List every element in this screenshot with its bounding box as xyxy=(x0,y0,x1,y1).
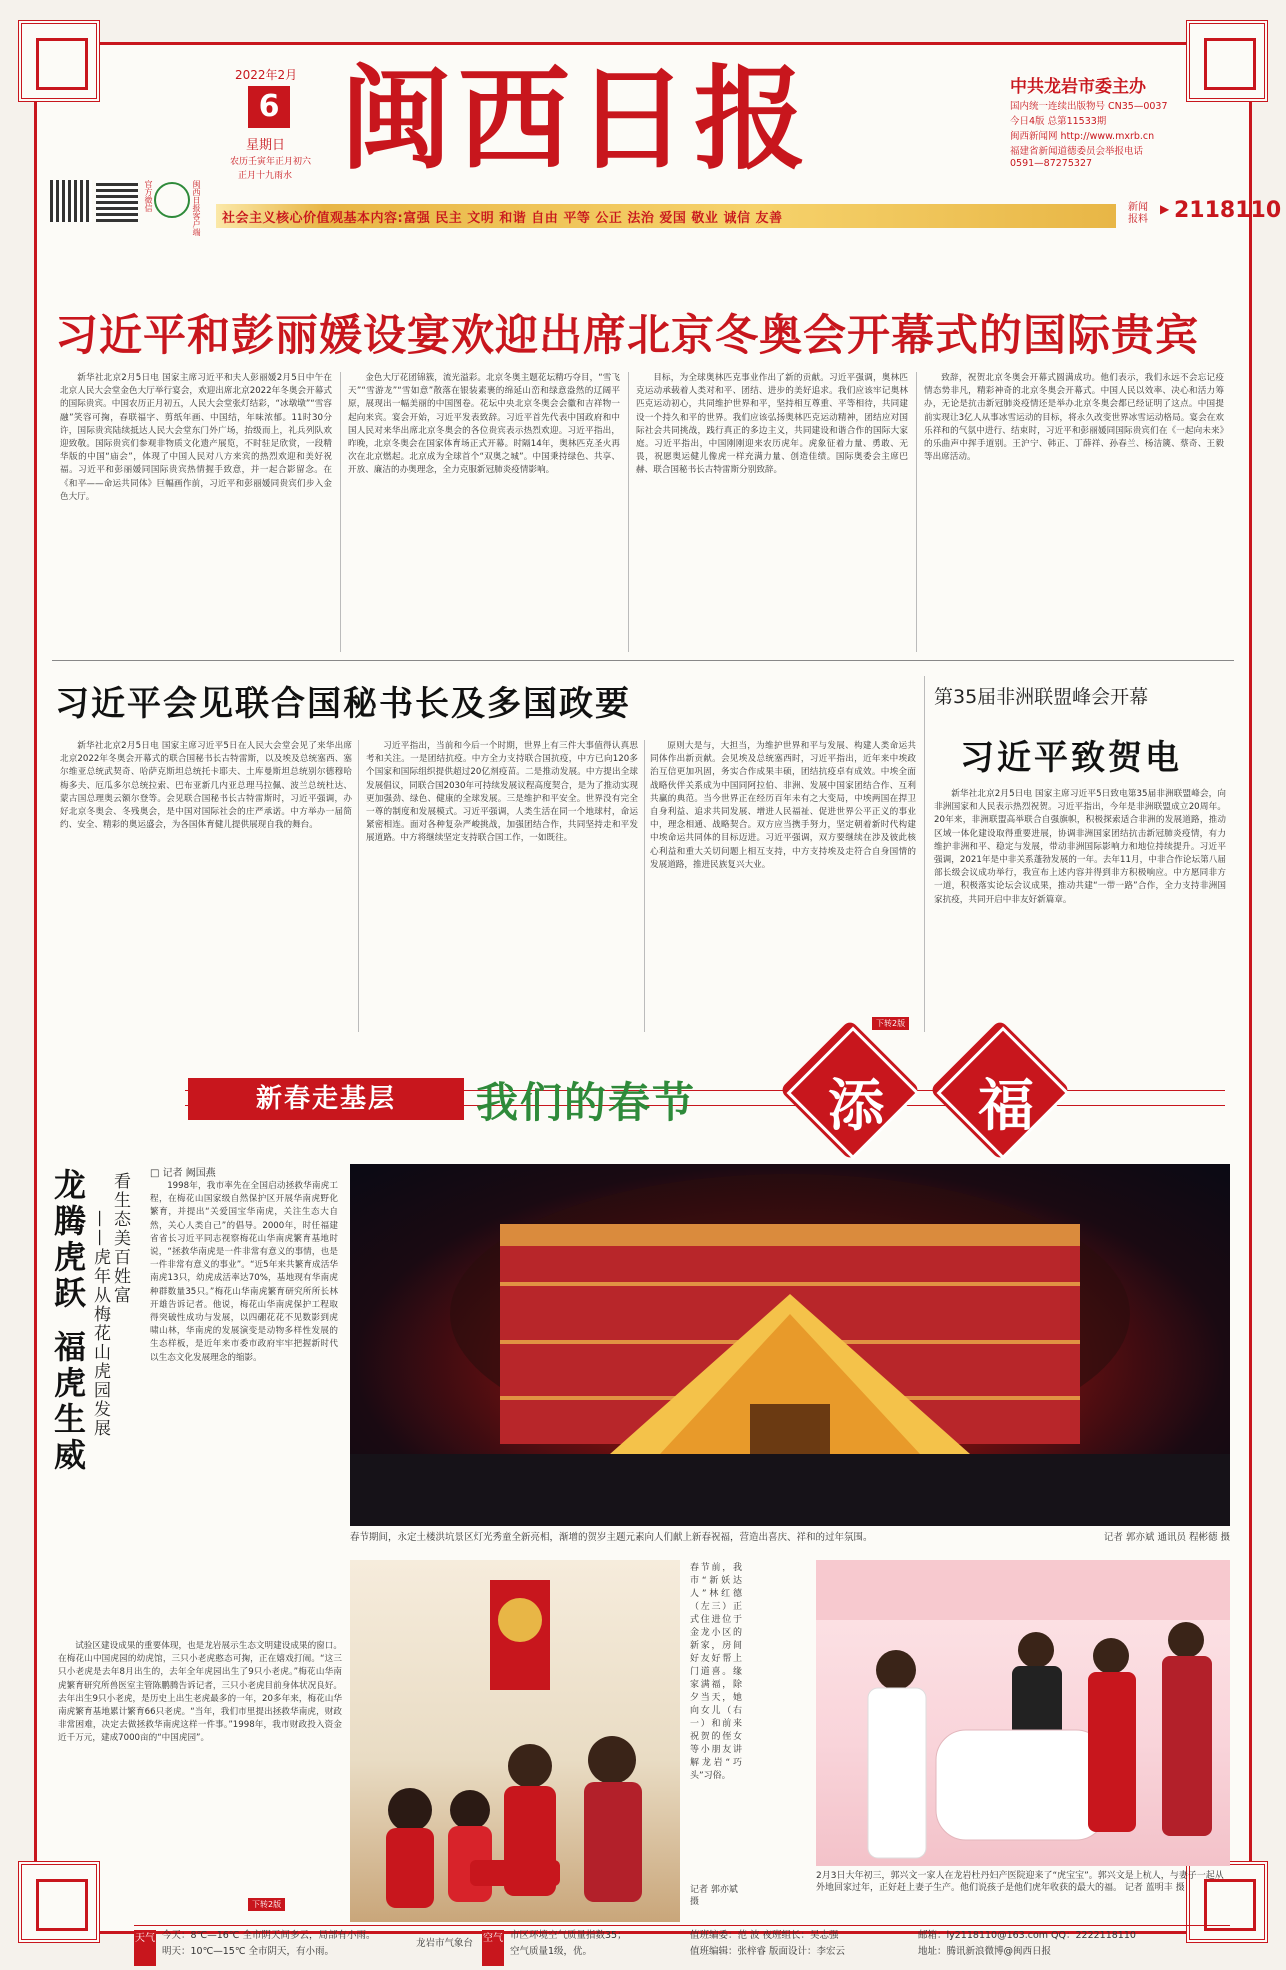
core-values-text: 社会主义核心价值观基本内容:富强 民主 文明 和谐 自由 平等 公正 法治 爱国 敬业 诚信 友善 xyxy=(222,211,783,226)
family-new-home-photo[interactable] xyxy=(350,1560,680,1922)
cn-number: 国内统一连续出版物号 CN35—0037 xyxy=(1010,101,1168,112)
tulou-light-show-photo[interactable] xyxy=(350,1164,1230,1526)
app-logo-icon xyxy=(154,182,190,218)
qr-code-app[interactable] xyxy=(96,180,138,222)
air-tag: 空气 xyxy=(482,1930,504,1966)
hotline-label: 新闻报料 xyxy=(1128,202,1148,225)
fu-char-1: 添 xyxy=(828,1074,884,1139)
feature-body-bottom: 试验区建设成果的重要体现，也是龙岩展示生态文明建设成果的窗口。在梅花山中国虎园的幼虎馆，三只小老虎憨态可掬，正在嬉戏打闹。“这三只小老虎是去年8月出生的，去年全年虎园出生了9只小老虎。”梅花山华南虎繁育研究所兽医室主管陈鹏腾告诉记者，三只小老虎目前身体状况良好。去年出生9只小老虎，是历史上出生老虎最多的一年，20多年来，梅花山华南虎繁育基地累计繁育66只老虎。“当年，我们市里提出拯救华南虎，财政非常困难，决定去做拯救华南虎这样一件事。”1998年，我市财政投入资金近千万元，建成7000亩的“中国虎园”。 xyxy=(58,1641,342,1744)
air-index: 市区环境空气质量指数35； xyxy=(510,1930,627,1941)
photo-caption-right: 2月3日大年初三，郭兴文一家人在龙岩杜丹妇产医院迎来了“虎宝宝”。郭兴文是上杭人，与妻子一起从外地回家过年，正好赶上妻子生产。他们说孩子是他们虎年收获的最大的福。 记者 蓝明丰 摄 xyxy=(816,1871,1224,1893)
column-rule xyxy=(358,740,359,1032)
hospital-illustration xyxy=(816,1560,1230,1866)
lead-col-3: 目标，为全球奥林匹克事业作出了新的贡献。习近平强调，奥林匹克运动承载着人类对和平、团结、进步的美好追求。我们应该牢记奥林匹克运动初心，共同维护世界和平，坚持相互尊重、平等相待，共同建设一个持久和平的世界。我们应该弘扬奥林匹克运动精神，团结应对国际社会共同挑战，践行真正的多边主义，共同建设和谐合作的国际大家庭。习近平指出，中国刚刚迎来农历虎年。虎象征着力量、勇敢、无畏，祝愿奥运健儿像虎一样充满力量、创造佳绩。国际奥委会主席巴赫、联合国秘书长古特雷斯分别致辞。 xyxy=(636,373,908,476)
weather-source: 龙岩市气象台 xyxy=(416,1938,474,1949)
core-values-bar xyxy=(216,204,1116,228)
sponsor: 中共龙岩市委主办 xyxy=(1010,77,1146,97)
lunar-date: 农历壬寅年正月初六 xyxy=(230,157,312,167)
weekday: 星期日 xyxy=(246,138,286,153)
issue-day: 6 xyxy=(248,86,290,128)
tulou-illustration xyxy=(350,1164,1230,1526)
jump-badge[interactable]: 下转2版 xyxy=(248,1898,285,1911)
second-col-1: 新华社北京2月5日电 国家主席习近平5日在人民大会堂会见了来华出席北京2022年冬奥会开幕式的联合国秘书长古特雷斯，以及埃及总统塞西、塞尔维亚总统武契奇、哈萨克斯坦总统托卡耶夫、土库曼斯坦总统别尔德穆哈梅多夫、厄瓜多尔总统拉索、巴布亚新几内亚总理马拉佩、波兰总统杜达、蒙古国总理奥云额尔登等。会见联合国秘书长古特雷斯时，习近平强调，办好北京冬奥会、冬残奥会，是中国对国际社会的庄严承诺。中方举办一届简约、安全、精彩的奥运盛会，为各国体育健儿提供展现自我的舞台。 xyxy=(60,741,352,831)
photo-caption-mid: 春节前，我市“新妖达人”林红德（左三）正式住进位于金龙小区的新家，房间好友好帮上门道喜。缘家满福，除夕当天，她向女儿（右一）和前来祝贺的侄女等小朋友讲解龙岩“巧头”习俗。 xyxy=(690,1563,742,1781)
fu-char-2: 福 xyxy=(978,1074,1034,1139)
family-illustration xyxy=(350,1560,680,1922)
banner-title: 我们的春节 xyxy=(476,1078,697,1127)
newspaper-title: 闽西日报 xyxy=(340,54,812,185)
lead-col-1: 新华社北京2月5日电 国家主席习近平和夫人彭丽媛2月5日中午在北京人民大会堂金色大厅举行宴会，欢迎出席北京2022年冬奥会开幕式的国际贵宾。中国农历正月初五，人民大会堂张灯结彩，“冰墩墩”“雪容融”笑容可掬，春联福字、剪纸年画、中国结，年味浓郁。11时30分许，国际贵宾陆续抵达人民大会堂东门外广场，抬级而上，礼兵列队欢迎致敬。国际贵宾们参观非物质文化遗产展览，不时驻足欣赏，一段精华版的中国“庙会”，体现了中国人民对八方来宾的热烈欢迎和美好祝福。习近平和彭丽媛同国际贵宾热情握手致意，并一起合影留念。在《和平——命运共同体》巨幅画作前，习近平和彭丽媛同贵宾们步入金色大厅。 xyxy=(60,373,332,502)
qr-label-app: 闽西日报客户端 xyxy=(192,180,201,236)
qr-label-wechat: 官方微信 xyxy=(144,180,153,212)
solar-term: 正月十九雨水 xyxy=(238,171,293,181)
lead-headline: 习近平和彭丽媛设宴欢迎出席北京冬奥会开幕式的国际贵宾 xyxy=(55,311,1199,361)
weather-tag: 天气 xyxy=(134,1930,156,1966)
jump-badge[interactable]: 下转2版 xyxy=(872,1017,909,1030)
lead-col-2: 金色大厅花团锦簇，流光溢彩。北京冬奥主题花坛精巧夺目，“雪飞天”“雪游龙”“雪如意”散落在银装素裹的绵延山峦和绿意盎然的辽阔平原，展现出一幅美丽的中国图卷。花坛中央北京冬奥会会徽和吉祥物一起向来宾。宴会开始，习近平发表致辞。习近平首先代表中国政府和中国人民对来华出席北京冬奥会的各位贵宾表示热烈欢迎。习近平指出，昨晚，北京冬奥会在国家体育场正式开幕。时隔14年，奥林匹克圣火再次在北京燃起。北京成为全球首个“双奥之城”。中国秉持绿色、共享、开放、廉洁的办奥理念，全力克服新冠肺炎疫情影响。 xyxy=(348,373,620,476)
qr-code-wechat[interactable] xyxy=(50,180,92,222)
lead-col-4: 致辞，祝贺北京冬奥会开幕式圆满成功。他们表示，我们永远不会忘记疫情态势非凡，精彩神奇的北京冬奥会开幕式。中国人民以效率、决心和活力筹办，无论是抗击新冠肺炎疫情还是举办北京冬奥会都已经证明了这点。中国提前实现让3亿人从事冰雪运动的目标，将永久改变世界冰雪运动格局。宴会在欢乐祥和的气氛中进行、结束时，习近平和彭丽媛同国际贵宾们在《一起向未来》的乐曲声中挥手道别。王沪宁、韩正、丁薛祥、孙春兰、杨洁篪、蔡奇、王毅等出席活动。 xyxy=(924,373,1224,463)
feature-vtitle-1: 龙腾虎跃 xyxy=(49,1168,87,1312)
news-hotline: 2118110 xyxy=(1174,198,1282,223)
ethics-hotline-label: 福建省新闻道德委员会举报电话 xyxy=(1010,146,1144,157)
weather-tomorrow: 明天：10℃—15℃ 全市阴天，有小雨。 xyxy=(162,1946,335,1957)
contact-social: 地址：腾讯新浪微博@闽西日报 xyxy=(918,1946,1052,1957)
issue-date: 2022年2月 xyxy=(235,68,298,82)
side-body: 新华社北京2月5日电 国家主席习近平5日致电第35届非洲联盟峰会，向非洲国家和人民表示热烈祝贺。习近平指出，今年是非洲联盟成立20周年。20年来，非洲联盟高举联合自强旗帜，积极探索适合非洲的发展道路，推动区域一体化建设取得重要进展，协调非洲国家团结抗击新冠肺炎疫情，有力维护非洲和平、稳定与发展，带动非洲国际影响力和地位持续提升。习近平强调，2021年是中非关系蓬勃发展的一年。去年11月，中非合作论坛第八届部长级会议成功举行，我宣布上述内容并得到非方积极响应。中方愿同非方一道，积极落实论坛会议成果，推动共建“一带一路”合作，全力支持非洲国家抗疫，共同开启中非友好新篇章。 xyxy=(934,789,1226,905)
photo-caption-main: 春节期间，永定土楼洪坑景区灯光秀童全新亮相，渐增的贺岁主题元素向人们献上新春祝福，营造出喜庆、祥和的过年氛围。 xyxy=(350,1532,873,1543)
column-rule xyxy=(340,372,341,652)
masthead xyxy=(50,54,1282,308)
feature-body-top: 1998年，我市率先在全国启动拯救华南虎工程，在梅花山国家级自然保护区开展华南虎野化繁育，并提出“关爱国宝华南虎，关注生态大自然，关心人类自己”的倡导。2000年，时任福建省省长习近平同志视察梅花山华南虎繁育基地时说，“拯救华南虎是一件非常有意义的事情，也是一件非常有意义的事业”。“近5年来共繁育成活华南虎13只，幼虎成活率达70%，基地现有华南虎种群数量35只。”梅花山华南虎繁育研究所所长林开雄告诉记者。他说，梅花山华南虎保护工程取得突破性成功与发展，以四硼花花不见数影到虎啸山林，华南虎的发展演变是动物多样性发展的生态样板，是近年来市委市政府牢牢把握新时代以生态文化发展理念的缩影。 xyxy=(150,1181,338,1363)
photo-credit-mid: 记者 郭亦斌 摄 xyxy=(690,1885,738,1907)
feature-vtitle-2: 福虎生威 xyxy=(49,1330,87,1474)
contact-email: 邮箱：ly2118110@163.com QQ：2222118110 xyxy=(918,1930,1136,1941)
editors-line-2: 值班编辑：张梓睿 版面设计：李宏云 xyxy=(690,1946,846,1957)
second-headline: 习近平会见联合国秘书长及多国政要 xyxy=(55,684,631,724)
website: 闽西新闻网 http://www.mxrb.cn xyxy=(1010,131,1155,142)
page-count: 今日4版 总第11533期 xyxy=(1010,116,1107,127)
column-rule xyxy=(628,372,629,652)
feature-subtitle-2: ——虎年从梅花山虎园发展 xyxy=(90,1210,110,1438)
tiger-baby-hospital-photo[interactable] xyxy=(816,1560,1230,1866)
side-kicker: 第35届非洲联盟峰会开幕 xyxy=(934,686,1149,708)
column-rule xyxy=(644,740,645,1032)
second-col-3: 原则大是与，大担当，为维护世界和平与发展、构建人类命运共同体作出新贡献。会见埃及总统塞西时，习近平指出，近年来中埃政治互信更加巩固，务实合作成果丰硕，团结抗疫卓有成效。中埃全面战略伙伴关系成为中国同阿拉伯、非洲、发展中国家团结合作、互利共赢的典范。当今世界正在经历百年未有之大变局，中埃两国在捍卫自身利益、追求共同发展、增进人民福祉、促进世界公平正义的事业中，理念相通、战略契合。双方应当携手努力，坚定朝着新时代构建中埃命运共同体的目标迈进。习近平强调，双方要继续在涉及彼此核心利益和重大关切问题上相互支持，中方支持埃及走符合自身国情的发展道路，推进民族复兴大业。 xyxy=(650,741,916,870)
side-headline: 习近平致贺电 xyxy=(960,738,1182,778)
ethics-hotline: 0591—87275327 xyxy=(1010,158,1093,169)
banner-tag: 新春走基层 xyxy=(188,1078,464,1120)
arrow-right-icon: ▶ xyxy=(1160,202,1170,216)
column-rule xyxy=(916,372,917,652)
second-col-2: 习近平指出，当前和今后一个时期，世界上有三件大事值得认真思考和关注。一是团结抗疫。中方全力支持联合国抗疫，中方已向120多个国家和国际组织提供超过20亿剂疫苗。二是推动发展。中方提出全球发展倡议，同联合国2030年可持续发展议程高度契合，是为了推动实现更加强劲、绿色、健康的全球发展。三是维护和平安全。世界没有完全一尊的制度和发展模式。习近平强调，人类生活在同一个地球村，命运紧密相连。面对各种复杂严峻挑战，加强团结合作，共同坚持走和平发展道路。中方将继续坚定支持联合国工作，一如既往。 xyxy=(366,741,638,844)
byline: □ 记者 阙国燕 xyxy=(150,1168,216,1179)
air-quality: 空气质量1级，优。 xyxy=(510,1946,593,1957)
photo-credit-right: 记者 蓝明丰 摄 xyxy=(1124,1883,1185,1893)
section-divider xyxy=(52,660,1234,661)
photo-credit-main: 记者 郭亦斌 通讯员 程彬德 摄 xyxy=(1103,1532,1230,1543)
feature-subtitle-1: 看生态美百姓富 xyxy=(110,1172,130,1305)
footer xyxy=(134,1925,1230,1970)
column-rule xyxy=(924,676,925,1032)
weather-today: 今天：8℃—16℃ 全市阴天间多云，局部有小雨。 xyxy=(162,1930,376,1941)
editors-line-1: 值班编委：范 波 夜班组长：吴志强 xyxy=(690,1930,839,1941)
